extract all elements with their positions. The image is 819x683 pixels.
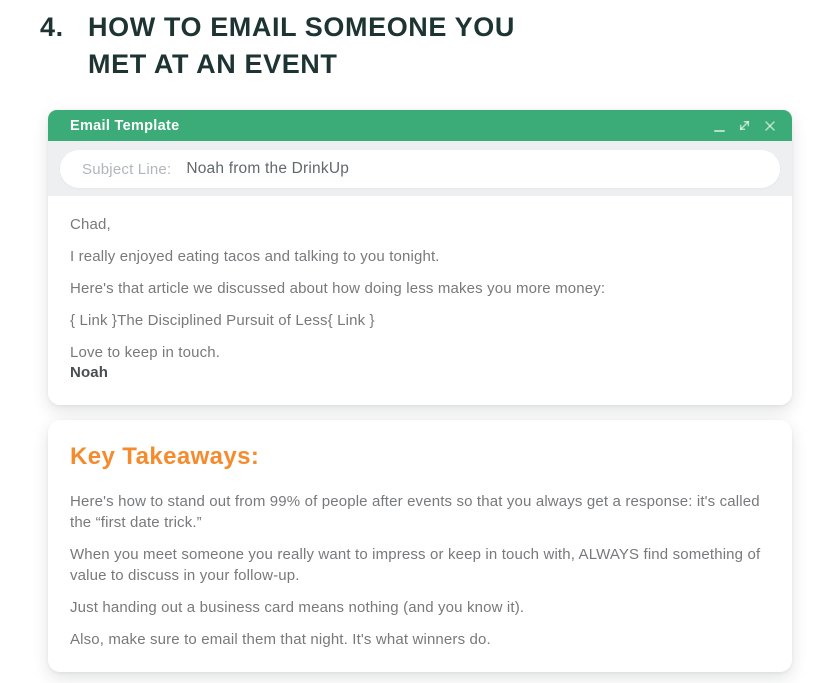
expand-icon[interactable] bbox=[738, 119, 751, 132]
page-title-text bbox=[88, 9, 515, 83]
email-line-2: Here's that article we discussed about how doing less makes you more money: bbox=[70, 280, 606, 297]
email-line-1: I really enjoyed eating tacos and talking to you tonight. bbox=[70, 248, 440, 265]
email-closing-text: Love to keep in touch. bbox=[70, 344, 221, 361]
window-controls bbox=[714, 110, 776, 141]
email-link-line: { Link }The Disciplined Pursuit of Less{ Link } bbox=[70, 312, 375, 329]
email-window-title: Email Template bbox=[70, 117, 180, 134]
page-title-line2: MET AT AN EVENT bbox=[88, 49, 338, 79]
takeaway-paragraph-2: When you meet someone you really want to impress or keep in touch with, ALWAYS find something of value to discuss in your follow-up. bbox=[70, 546, 761, 584]
email-template-window bbox=[48, 110, 792, 405]
takeaway-paragraph-4: Also, make sure to email them that night. It's what winners do. bbox=[70, 631, 491, 648]
email-window-titlebar bbox=[48, 110, 792, 141]
page-title-number: 4. bbox=[40, 12, 64, 42]
subject-line-label: Subject Line: bbox=[82, 160, 172, 178]
minimize-icon[interactable] bbox=[714, 110, 725, 141]
takeaway-paragraph-3: Just handing out a business card means nothing (and you know it). bbox=[70, 599, 525, 616]
email-greeting: Chad, bbox=[70, 216, 111, 233]
page-title-line1: HOW TO EMAIL SOMEONE YOU bbox=[88, 12, 515, 42]
close-icon[interactable] bbox=[764, 120, 776, 132]
subject-strip bbox=[48, 141, 792, 196]
takeaway-paragraph-1: Here's how to stand out from 99% of people after events so that you always get a response: it's called the “first date trick.” bbox=[70, 493, 760, 531]
subject-line-input[interactable] bbox=[60, 150, 780, 188]
email-body bbox=[48, 196, 792, 405]
email-signature: Noah bbox=[70, 364, 109, 381]
subject-line-value: Noah from the DrinkUp bbox=[186, 160, 350, 177]
key-takeaways-card bbox=[48, 420, 792, 672]
email-closing bbox=[70, 343, 770, 383]
page-title bbox=[40, 9, 515, 83]
key-takeaways-heading: Key Takeaways: bbox=[70, 443, 260, 470]
